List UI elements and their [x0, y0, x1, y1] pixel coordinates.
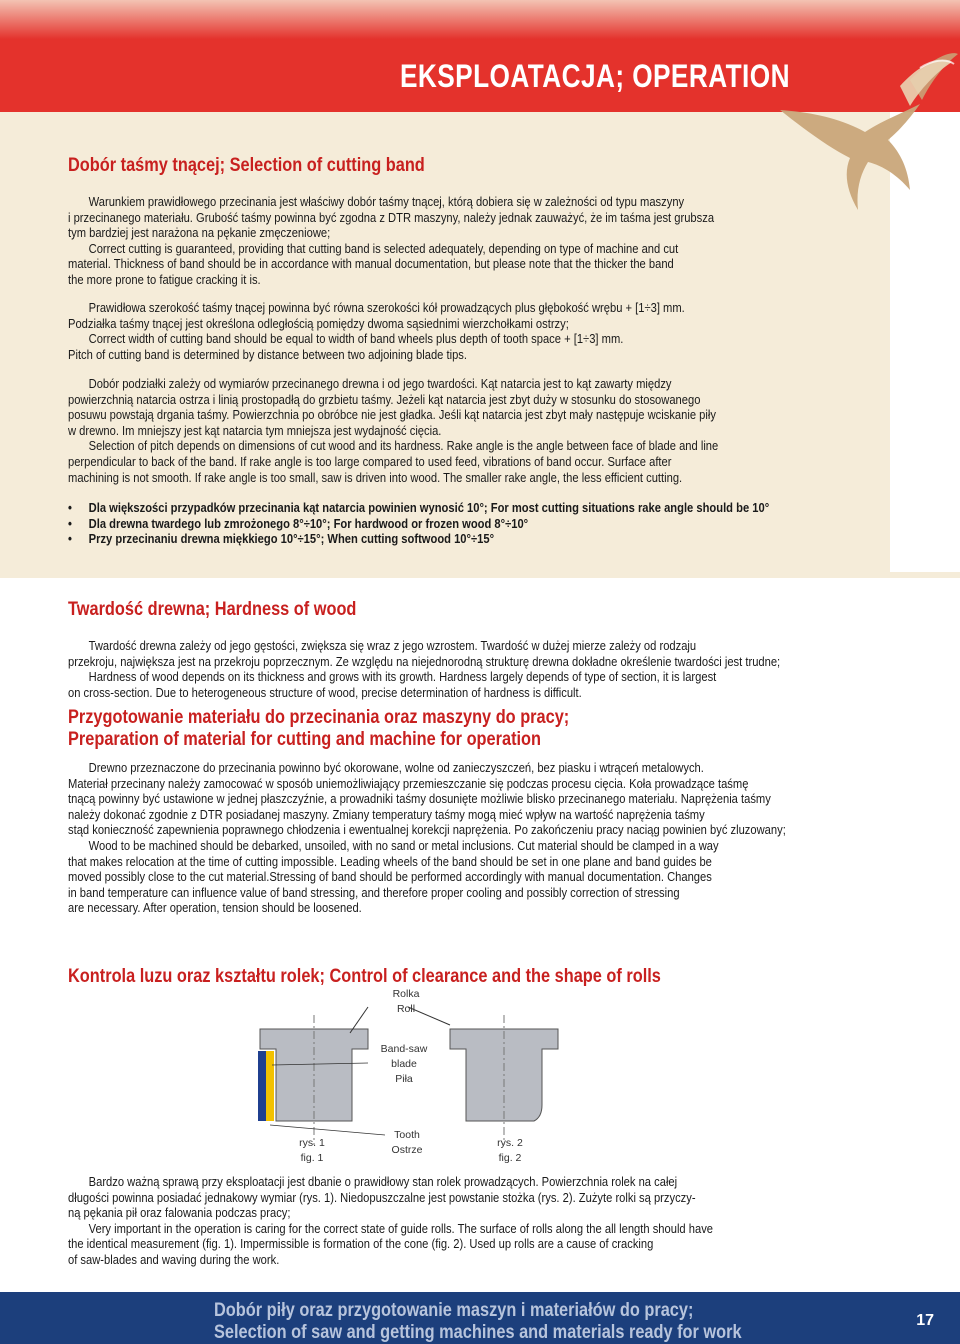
text-line: należy dokonać zgodnie z DTR posiadanej maszyny. Zmiany temperatury taśmy mogą mieć wpływ na wartość naprężenia taśmy — [68, 806, 705, 822]
label-fig2 — [490, 1136, 530, 1166]
label-tooth-en: Tooth — [394, 1129, 420, 1141]
text-line: długości powinna posiadać jednakowy wymiar (rys. 1). Niedopuszczalne jest powstanie stożka (rys. 2). Zużyte rolki są przyczy- — [68, 1189, 696, 1205]
leader-tooth — [270, 1125, 385, 1135]
hummingbird-logo-icon — [760, 40, 960, 240]
text-line: Pitch of cutting band is determined by distance between two adjoining blade tips. — [68, 346, 468, 362]
text-line: material. Thickness of band should be in accordance with manual documentation, but please note that the thicker the band — [68, 256, 674, 272]
list-item-text: Przy przecinaniu drewna miękkiego 10°÷15°; When cutting softwood 10°÷15° — [88, 531, 495, 546]
label-band-saw — [376, 1042, 432, 1087]
label-band-pl: Piła — [395, 1073, 413, 1085]
footer-line: Selection of saw and getting machines and materials ready for work — [214, 1322, 742, 1343]
heading-line: Preparation of material for cutting and machine for operation — [68, 729, 542, 750]
bullet-dot-icon: • — [68, 500, 72, 515]
divider-band — [0, 572, 960, 578]
label-band-en-1: Band-saw — [380, 1043, 428, 1055]
list-item-text: Dla drewna twardego lub zmrożonego 8°÷10°; For hardwood or frozen wood 8°÷10° — [88, 515, 529, 531]
text-line: Podziałka taśmy tnącej jest określona odległością pomiędzy dwoma sąsiednimi wierzchołkami ostrzy; — [68, 315, 569, 331]
label-tooth — [382, 1128, 432, 1158]
footer-band — [0, 1292, 960, 1344]
blade-fig1 — [266, 1051, 274, 1121]
label-fig2-pl: rys. 2 — [497, 1137, 523, 1149]
list-item-text: Dla większości przypadków przecinania kąt natarcia powinien wynosić 10°; For most cutting situations rake angle should be 10° — [88, 500, 770, 515]
text-line: w drewno. Im mniejszy jest kąt natarcia tym mniejsza jest wydajność cięcia. — [68, 422, 442, 438]
text-line: Drewno przeznaczone do przecinania powinno być okorowane, wolne od zanieczyszczeń, bez piasku i wtrąceń metalowych. — [88, 760, 704, 775]
text-line: powierzchnią natarcia ostrza i linią prostopadłą do grzbietu taśmy. Jeżeli kąt natarcia jest zbyt duży w stosunku do stosowanego — [68, 391, 701, 407]
footer-caption — [214, 1300, 742, 1344]
text-line: of saw-blades and waving during the work. — [68, 1251, 280, 1267]
label-roll-en: Roll — [396, 1003, 416, 1015]
text-line: machining is not smooth. If rake angle is too small, saw is driven into wood. The smaller rake angle, the less efficient cutting. — [68, 469, 683, 485]
label-fig1 — [292, 1136, 332, 1166]
text-line: Correct width of cutting band should be equal to width of band wheels plus depth of tooth space + [1÷3] mm. — [88, 331, 624, 347]
text-line: posuwu powstają drgania taśmy. Powierzchnia po obróbce nie jest gładka. Jeśli kąt natarcia jest zbyt mały następuje wciskanie piły — [68, 407, 716, 423]
list-item — [68, 516, 769, 532]
text-line: tnącą powinny być ustawione w jednej płaszczyźnie, a prowadniki taśmy dosunięte możliwie blisko przecinanego materiału. Naprężenia taśmy — [68, 791, 771, 807]
footer-line: Dobór piły oraz przygotowanie maszyn i materiałów do pracy; — [214, 1300, 694, 1321]
text-line: the more prone to fatigue cracking it is. — [68, 271, 261, 287]
label-roll — [380, 987, 432, 1017]
paragraph-pitch-rake — [68, 376, 718, 485]
text-line: on cross-section. Due to heterogeneous structure of wood, precise determination of hardness is difficult. — [68, 684, 582, 700]
heading-line: Przygotowanie materiału do przecinania oraz maszyny do pracy; — [68, 707, 570, 728]
text-line: Twardość drewna zależy od jego gęstości, zwiększa się wraz z jego wzrostem. Twardość w dużej mierze zależy od rodzaju — [88, 638, 697, 653]
bullet-dot-icon: • — [68, 531, 72, 546]
text-line: Bardzo ważną sprawą przy eksploatacji jest dbanie o prawidłowy stan rolek prowadzących. Powierzchnia rolek na całej — [88, 1174, 678, 1189]
text-line: ną pękania pił oraz falowania podczas pracy; — [68, 1205, 291, 1221]
text-line: perpendicular to back of the band. If rake angle is too large compared to used feed, vibrations of band occur. Surface after — [68, 453, 672, 469]
text-line: stąd konieczność zapewnienia poprawnego chłodzenia i ewentualnej korekcji naprężenia. Po zakończeniu pracy naciąg powinien być zluzowany; — [68, 822, 786, 838]
paragraph-rolls — [68, 1174, 713, 1268]
guide-fig1 — [258, 1051, 266, 1121]
section-heading-cutting-band: Dobór taśmy tnącej; Selection of cutting band — [68, 155, 425, 176]
text-line: Prawidłowa szerokość taśmy tnącej powinna być równa szerokości kół prowadzących plus głębokość wrębu + [1÷3] mm. — [88, 300, 685, 315]
bullet-dot-icon: • — [68, 515, 72, 531]
label-fig1-en: fig. 1 — [300, 1152, 324, 1164]
text-line: Hardness of wood depends on its thickness and grows with its growth. Hardness largely depends of type of section, it is largest — [88, 669, 717, 685]
text-line: moved possibly close to the cut material.Stressing of band should be performed accordingly with manual documentation. Changes — [68, 869, 712, 885]
text-line: the identical measurement (fig. 1). Impermissible is formation of the cone (fig. 2). Used up rolls are a cause of cracking — [68, 1236, 654, 1252]
section-heading-preparation — [68, 707, 569, 751]
text-line: Materiał przecinany należy zamocować w sposób uniemożliwiający przemieszczanie się podczas procesu cięcia. Koła prowadzące taśmę — [68, 775, 749, 791]
list-item — [68, 500, 769, 516]
paragraph-preparation — [68, 760, 786, 916]
paragraph-hardness — [68, 638, 780, 700]
text-line: tym bardziej jest narażona na pękanie zmęczeniowe; — [68, 225, 331, 241]
text-line: i przecinanego materiału. Grubość taśmy powinna być zgodna z DTR maszyny, należy jednak zauważyć, że im taśma jest grubsza — [68, 209, 715, 225]
paragraph-band-width — [68, 300, 685, 362]
text-line: Warunkiem prawidłowego przecinania jest właściwy dobór taśmy tnącej, którą dobiera się w zależności od typu maszyny — [88, 194, 685, 209]
text-line: Wood to be machined should be debarked, unsoiled, with no sand or metal inclusions. Cut material should be clamped in a way — [88, 837, 719, 853]
label-band-en-2: blade — [391, 1058, 417, 1070]
text-line: Selection of pitch depends on dimensions of cut wood and its hardness. Rake angle is the angle between face of blade and line — [88, 438, 719, 454]
text-line: Dobór podziałki zależy od wymiarów przecinanego drewna i od jego twardości. Kąt natarcia jest to kąt zawarty między — [88, 376, 672, 391]
label-fig2-en: fig. 2 — [498, 1152, 522, 1164]
label-fig1-pl: rys. 1 — [299, 1137, 325, 1149]
list-item — [68, 531, 769, 547]
text-line: that makes relocation at the time of cutting impossible. Leading wheels of the band should be set in one plane and band guides be — [68, 853, 712, 869]
rake-angle-list — [68, 500, 769, 547]
section-heading-hardness: Twardość drewna; Hardness of wood — [68, 599, 357, 620]
label-tooth-pl: Ostrze — [391, 1144, 423, 1156]
text-line: Very important in the operation is caring for the correct state of guide rolls. The surface of rolls along the all length should have — [88, 1220, 714, 1236]
page-title: EKSPLOATACJA; OPERATION — [400, 58, 790, 94]
label-roll-pl: Rolka — [392, 988, 420, 1000]
text-line: in band temperature can influence value of band stressing, and therefore proper cooling and possibly correction of stressing — [68, 884, 680, 900]
paragraph-band-thickness — [68, 194, 714, 288]
text-line: Correct cutting is guaranteed, providing that cutting band is selected adequately, depending on type of machine and cut — [88, 240, 679, 256]
text-line: przekroju, największa jest na przekroju poprzecznym. Ze względu na niejednorodną strukturę drewna dokładne określenie twardości jest trudne; — [68, 653, 781, 669]
section-heading-rolls: Kontrola luzu oraz kształtu rolek; Control of clearance and the shape of rolls — [68, 966, 661, 987]
page-number: 17 — [916, 1312, 934, 1329]
text-line: are necessary. After operation, tension should be loosened. — [68, 900, 362, 916]
